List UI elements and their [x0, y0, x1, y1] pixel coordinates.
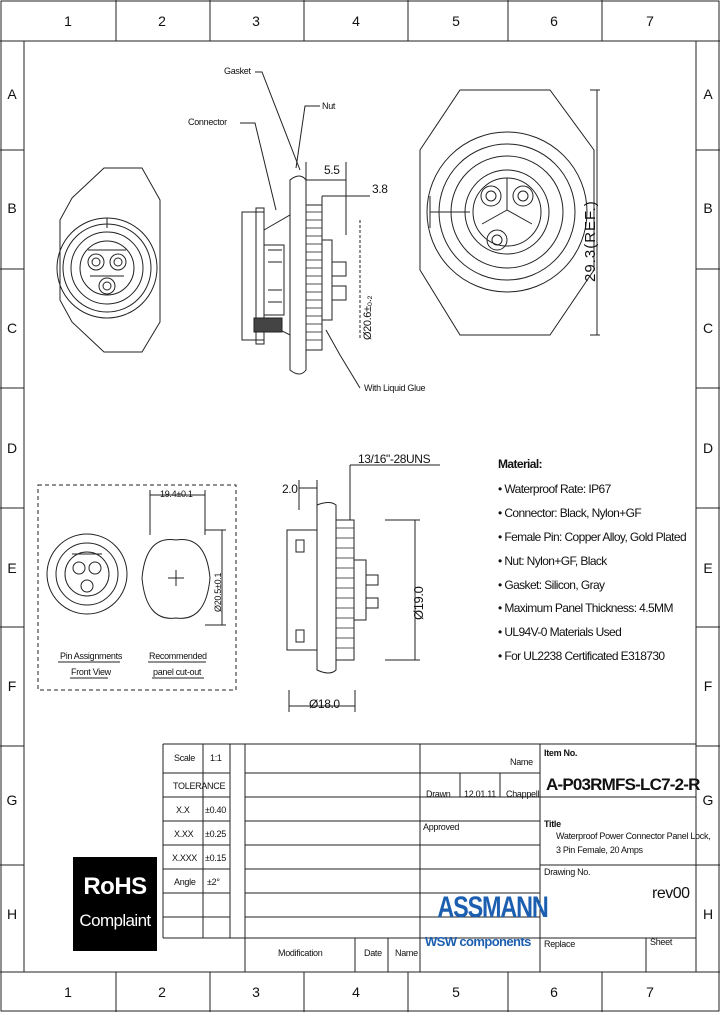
material-item: • For UL2238 Certificated E318730: [498, 649, 665, 663]
wsw-components-text: WSW components: [425, 934, 531, 949]
date-label: Date: [364, 948, 382, 958]
tol-key: Angle: [174, 877, 196, 887]
assmann-logo: [425, 888, 548, 928]
column-label-top: 7: [646, 13, 654, 29]
tol-key: X.X: [176, 805, 190, 815]
row-label-left: D: [6, 440, 18, 456]
material-item: • UL94V-0 Materials Used: [498, 625, 622, 639]
tol-key: X.XX: [174, 829, 194, 839]
tol-key: X.XXX: [172, 853, 198, 863]
item-number: A-P03RMFS-LC7-2-R: [546, 775, 700, 794]
drawing-no-label: Drawing No.: [544, 867, 591, 877]
gasket-label: Gasket: [224, 66, 251, 76]
front-view-label: Front View: [71, 667, 111, 677]
material-item: • Nut: Nylon+GF, Black: [498, 554, 607, 568]
row-label-left: C: [6, 320, 18, 336]
column-label-bottom: 4: [352, 984, 360, 1000]
dim-20-5: Ø20.5±0.1: [213, 572, 223, 612]
row-label-right: H: [702, 906, 714, 922]
title-line-1: Waterproof Power Connector Panel Lock,: [556, 831, 711, 841]
dim-3-8: 3.8: [372, 182, 388, 196]
title-label: Title: [544, 819, 561, 829]
dim-18-0: Ø18.0: [309, 697, 340, 711]
dim-19-4: 19.4±0.1: [160, 489, 193, 499]
column-label-top: 3: [252, 13, 260, 29]
row-label-left: H: [6, 906, 18, 922]
row-label-right: A: [703, 86, 713, 102]
row-label-left: B: [7, 200, 17, 216]
column-label-top: 1: [64, 13, 72, 29]
replace-label: Replace: [544, 939, 575, 949]
material-item: • Waterproof Rate: IP67: [498, 482, 611, 496]
row-label-right: E: [703, 560, 713, 576]
column-label-top: 6: [550, 13, 558, 29]
row-label-left: A: [7, 86, 17, 102]
rohs-badge: [73, 857, 157, 951]
cutout-label-2: panel cut-out: [153, 667, 202, 677]
row-label-left: G: [6, 792, 18, 808]
sheet-label: Sheet: [650, 937, 673, 947]
cutout-label: Recommended: [149, 651, 207, 661]
row-label-right: G: [702, 792, 714, 808]
connector-label: Connector: [188, 117, 227, 127]
liquid-glue-label: With Liquid Glue: [364, 383, 426, 393]
title-line-2: 3 Pin Female, 20 Amps: [556, 845, 643, 855]
dim-2-0: 2.0: [282, 482, 298, 496]
material-title: Material:: [498, 457, 542, 471]
revision: rev00: [652, 885, 690, 902]
material-item: • Connector: Black, Nylon+GF: [498, 506, 642, 520]
row-label-right: C: [702, 320, 714, 336]
dim-19-0: Ø19.0: [411, 586, 426, 620]
material-item: • Gasket: Silicon, Gray: [498, 578, 605, 592]
column-label-top: 2: [158, 13, 166, 29]
drawn-name: Chappell: [506, 789, 540, 799]
tol-value: ±0.15: [205, 853, 226, 863]
row-label-right: B: [703, 200, 713, 216]
rohs-title: RoHS: [83, 873, 147, 900]
column-label-bottom: 6: [550, 984, 558, 1000]
assmann-logo-text: ASSMANN: [437, 891, 548, 924]
scale-value: 1:1: [210, 753, 222, 763]
tol-value: ±0.25: [205, 829, 226, 839]
material-item: • Female Pin: Copper Alloy, Gold Plated: [498, 530, 687, 544]
column-label-bottom: 5: [452, 984, 460, 1000]
row-label-right: D: [702, 440, 714, 456]
column-label-bottom: 7: [646, 984, 654, 1000]
rohs-subtitle: Complaint: [79, 911, 151, 930]
name-label: Name: [510, 757, 533, 767]
column-label-top: 5: [452, 13, 460, 29]
dim-29-3-ref: 29.3(REF.): [582, 200, 599, 282]
thread-label: 13/16"-28UNS: [358, 452, 431, 466]
row-label-right: F: [703, 678, 713, 694]
modification-label: Modification: [278, 948, 323, 958]
drawn-label: Drawn: [426, 789, 451, 799]
dim-20-6: Ø20.6±₀.₂: [362, 295, 374, 340]
column-label-bottom: 1: [64, 984, 72, 1000]
scale-label: Scale: [174, 753, 196, 763]
row-label-left: F: [7, 678, 17, 694]
row-label-left: E: [7, 560, 17, 576]
name-label-2: Name: [395, 948, 418, 958]
column-label-top: 4: [352, 13, 360, 29]
column-label-bottom: 2: [158, 984, 166, 1000]
tol-value: ±0.40: [205, 805, 226, 815]
nut-label: Nut: [322, 101, 336, 111]
material-item: • Maximum Panel Thickness: 4.5MM: [498, 601, 673, 615]
pin-assignments-label: Pin Assignments: [60, 651, 123, 661]
column-label-bottom: 3: [252, 984, 260, 1000]
drawn-date: 12.01.11: [464, 789, 496, 799]
tolerance-label: TOLERANCE: [173, 781, 226, 791]
dim-5-5: 5.5: [324, 163, 340, 177]
tol-value: ±2°: [207, 877, 220, 887]
approved-label: Approved: [423, 822, 460, 832]
item-no-label: Item No.: [544, 748, 578, 758]
